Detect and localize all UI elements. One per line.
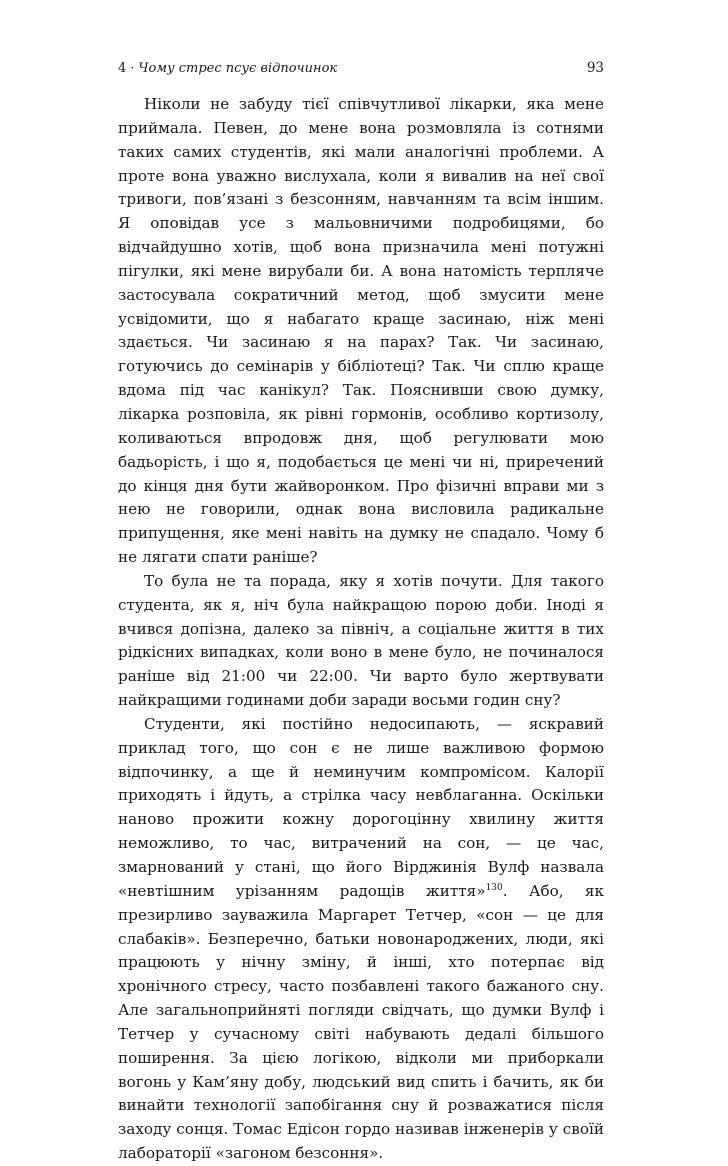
running-head [118,56,604,80]
paragraph-3-text-b: . Або, як презирливо зауважила Маргарет Тетчер, «сон — це для слабаків». Безперечно, батьки новонароджених, люди, які працюють у нічну зміну, й інші, хто потерпає від хронічного стресу, часто позбавлені такого бажаного сну. Але загальноприйняті погляди свідчать, що думки Вулф і Тетчер у сучасному світі набувають дедалі більшого поширення. За цією логікою, відколи ми приборкали вогонь у Кам’яну добу, людський вид спить і бачить, як би винайти технології запобігання сну й розважатися після заходу сонця. Томас Едісон гордо називав інженерів у своїй лабораторії «загоном безсоння». [118,881,604,1163]
paragraph-3-text-a: Студенти, які постійно недосипають, — яскравий приклад того, що сон є не лише важливою формою відпочинку, а ще й неминучим компромісом. Калорії приходять і йдуть, а стрілка часу невблаганна. Оскільки наново прожити кожну дорогоцінну хвилину життя неможливо, то час, витрачений на сон, — це час, змарнований у стані, що його Вірджинія Вулф назвала «невтішним урізанням радощів життя» [118,714,604,900]
footnote-reference[interactable]: 130 [485,882,503,893]
heading-separator: · [130,61,135,76]
paragraph-3 [118,713,604,1166]
paragraph-2: То була не та порада, яку я хотів почути. Для такого студента, як я, ніч була найкращою порою доби. Іноді я вчився допізна, далеко за північ, а соціальне життя в тих рідкісних випадках, коли воно в мене було, не починалося раніше від 21:00 чи 22:00. Чи варто було жертвувати найкращими годинами доби заради восьми годин сну? [118,571,604,710]
paragraph-1: Ніколи не забуду тієї співчутливої лікарки, яка мене приймала. Певен, до мене вона розмовляла із сотнями таких самих студентів, які мали аналогічні проблеми. А проте вона уважно вислухала, коли я вивалив на неї свої тривоги, пов’язані з безсонням, навчанням та всім іншим. Я оповідав усе з мальовничими подробицями, бо відчайдушно хотів, щоб вона призначила мені потужні пігулки, які мене вирубали би. А вона натомість терпляче застосувала сократичний метод, щоб змусити мене усвідомити, що я набагато краще засинаю, ніж мені здається. Чи засинаю я на парах? Так. Чи засинаю, готуючись до семінарів у бібліотеці? Так. Чи сплю краще вдома під час канікул? Так. Пояснивши свою думку, лікарка розповіла, як рівні гормонів, особливо кортизолу, коливаються впродовж дня, щоб регулювати мою бадьорість, і що я, подобається це мені чи ні, приречений до кінця дня бути жайворонком. Про фізичні вправи ми з нею не говорили, однак вона висловила радикальне припущення, яке мені навіть на думку не спадало. Чому б не лягати спати раніше? [118,95,604,567]
chapter-heading [118,57,337,81]
chapter-title: Чому стрес псує відпочинок [138,61,338,76]
chapter-number: 4 [118,61,127,76]
body-text [118,93,604,1166]
page-number: 93 [586,60,604,76]
